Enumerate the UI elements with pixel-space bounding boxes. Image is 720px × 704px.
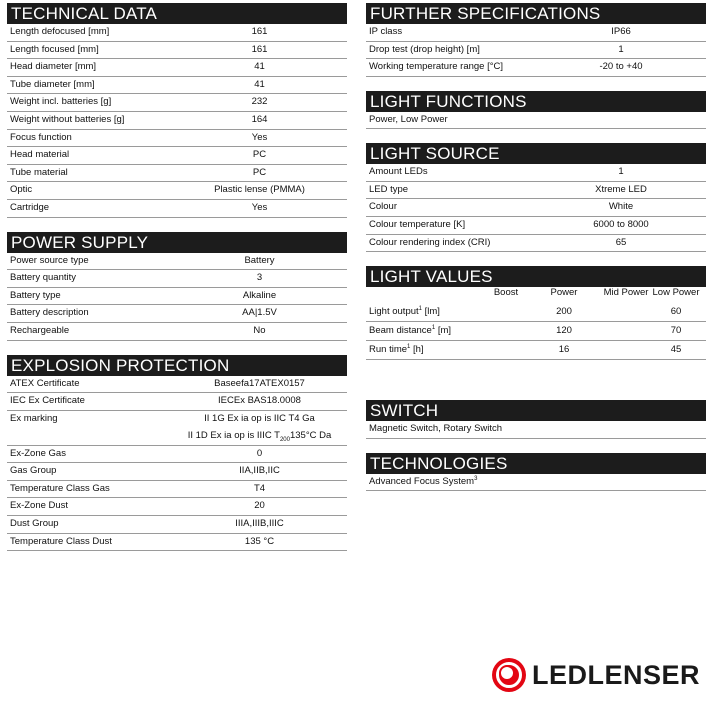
unit-text: [m]	[435, 325, 452, 337]
light-value-label	[369, 322, 451, 340]
spec-label: Working temperature range [°C]	[369, 61, 504, 73]
light-source-header: LIGHT SOURCE	[366, 143, 706, 164]
spec-row	[366, 182, 706, 200]
light-values-row	[366, 303, 706, 322]
spec-row	[366, 235, 706, 253]
ex-marking-line2-post: 135°C Da	[289, 429, 332, 441]
spec-row	[7, 182, 347, 200]
explosion-protection-header: EXPLOSION PROTECTION	[7, 355, 347, 376]
switch-header: SWITCH	[366, 400, 706, 421]
spec-label: Ex-Zone Gas	[10, 447, 66, 459]
switch-section	[366, 400, 706, 439]
label-text: Beam distance	[369, 325, 432, 337]
spec-row	[7, 516, 347, 534]
spec-label: Optic	[10, 184, 33, 196]
light-source-section	[366, 143, 706, 252]
spec-value: 164	[251, 113, 268, 125]
spec-row	[7, 534, 347, 552]
unit-text: [lm]	[422, 306, 440, 318]
spec-row	[7, 288, 347, 306]
spec-value: PC	[252, 166, 267, 178]
spec-row	[366, 24, 706, 42]
spec-value: No	[253, 324, 266, 336]
spec-value: Alkaline	[242, 289, 277, 301]
label-text: Run time	[369, 344, 408, 356]
spec-row	[7, 481, 347, 499]
spec-row	[7, 130, 347, 148]
left-column	[7, 3, 347, 565]
light-values-row	[366, 322, 706, 341]
column-low-power: Low Power	[652, 287, 700, 299]
spec-row	[7, 323, 347, 341]
light-values-column-headers	[366, 287, 706, 303]
spec-value: IECEx BAS18.0008	[218, 395, 301, 407]
footnote-mark: 1	[418, 306, 422, 313]
power-supply-section	[7, 232, 347, 341]
light-functions-header: LIGHT FUNCTIONS	[366, 91, 706, 112]
spec-row	[7, 253, 347, 271]
spec-value: Yes	[251, 131, 268, 143]
spec-label: Head material	[10, 149, 70, 161]
spec-value: Plastic lense (PMMA)	[214, 184, 305, 196]
spec-value: AA|1.5V	[242, 307, 277, 319]
spec-value: 161	[251, 26, 268, 37]
spec-value: IP66	[611, 26, 631, 37]
spec-label: Cartridge	[10, 201, 50, 213]
spec-label: IP class	[369, 26, 403, 37]
spec-value: Baseefa17ATEX0157	[214, 377, 305, 389]
spec-label: Colour	[369, 201, 397, 213]
further-specifications-section	[366, 3, 706, 77]
footnote-mark: 1	[407, 344, 411, 351]
spec-label: Length focused [mm]	[10, 43, 99, 55]
spec-label: Temperature Class Gas	[10, 482, 110, 494]
spec-label: IEC Ex Certificate	[10, 395, 85, 407]
light-values-section	[366, 266, 706, 360]
light-values-header: LIGHT VALUES	[366, 266, 706, 287]
spec-label: Head diameter [mm]	[10, 61, 97, 73]
spec-row	[366, 164, 706, 182]
spec-value: PC	[252, 149, 267, 161]
label-text: Light output	[369, 306, 419, 318]
spec-label: Battery type	[10, 289, 61, 301]
light-functions-section	[366, 91, 706, 130]
spec-value: White	[608, 201, 634, 213]
spec-value: IIA,IIB,IIC	[239, 465, 280, 477]
spec-row	[7, 200, 347, 218]
light-value-label	[369, 341, 424, 359]
spec-value: 0	[256, 447, 263, 459]
spec-label: Dust Group	[10, 518, 59, 530]
technical-data-header: TECHNICAL DATA	[7, 3, 347, 24]
spec-label: Rechargeable	[10, 324, 70, 336]
spec-row	[7, 305, 347, 323]
technologies-section	[366, 453, 706, 492]
spec-value: Yes	[251, 201, 268, 213]
spec-value: IIIA,IIIB,IIIC	[235, 518, 284, 530]
spec-row	[7, 393, 347, 411]
spec-row	[7, 147, 347, 165]
spec-label: Focus function	[10, 131, 72, 143]
spec-value: 232	[251, 96, 268, 108]
spec-label: ATEX Certificate	[10, 377, 80, 389]
unit-text: [h]	[410, 344, 424, 356]
spec-value: 1	[618, 43, 624, 55]
spec-row	[366, 199, 706, 217]
ex-marking-row	[7, 411, 347, 446]
spec-row	[7, 42, 347, 60]
spec-value: Xtreme LED	[595, 183, 647, 195]
light-functions-text: Power, Low Power	[366, 112, 706, 130]
spec-row	[366, 59, 706, 77]
column-boost: Boost	[493, 287, 519, 299]
spec-row	[7, 376, 347, 394]
spec-row	[7, 270, 347, 288]
spec-value: 135 °C	[244, 535, 275, 547]
column-mid-power: Mid Power	[603, 287, 649, 299]
spec-label: Battery description	[10, 307, 89, 319]
value-low-power: 45	[670, 344, 682, 356]
spec-label: Temperature Class Dust	[10, 535, 112, 547]
spec-row	[7, 463, 347, 481]
spec-label: Ex-Zone Dust	[10, 500, 69, 512]
spec-value: 6000 to 8000	[593, 219, 649, 231]
spec-row	[7, 24, 347, 42]
switch-text: Magnetic Switch, Rotary Switch	[366, 421, 706, 439]
spec-label: Length defocused [mm]	[10, 26, 110, 37]
spec-label: LED type	[369, 183, 409, 195]
value-power: 120	[556, 325, 572, 337]
spec-value: 65	[615, 236, 627, 248]
ledlenser-wordmark: LEDLENSER	[532, 659, 701, 690]
spec-label: Battery quantity	[10, 272, 77, 284]
ex-marking-line2	[147, 428, 372, 445]
spec-row	[366, 42, 706, 60]
spec-label: Colour rendering index (CRI)	[369, 236, 491, 248]
column-power: Power	[550, 287, 578, 299]
right-column	[366, 3, 706, 505]
ledlenser-logo-icon	[492, 658, 526, 692]
light-value-label	[369, 303, 440, 321]
spec-label: Gas Group	[10, 465, 57, 477]
spec-value: T4	[253, 482, 266, 494]
spec-value: 41	[254, 78, 265, 90]
ex-marking-line2-sub: 200	[279, 436, 290, 443]
spec-value: 1	[618, 166, 624, 178]
power-supply-header: POWER SUPPLY	[7, 232, 347, 253]
spec-label: Amount LEDs	[369, 166, 428, 178]
spec-row	[7, 94, 347, 112]
value-power: 16	[558, 344, 570, 356]
ex-marking-line2-pre: II 1D Ex ia op is IIIC T	[187, 429, 280, 441]
spec-row	[7, 59, 347, 77]
spec-row	[7, 112, 347, 130]
spec-value: 3	[256, 272, 263, 284]
spec-label: Weight without batteries [g]	[10, 113, 125, 125]
spec-value: 20	[254, 500, 265, 512]
spec-label: Weight incl. batteries [g]	[10, 96, 112, 108]
footnote-mark: 1	[431, 325, 436, 332]
spec-label: Colour temperature [K]	[369, 219, 466, 231]
spec-row	[7, 165, 347, 183]
technical-data-section	[7, 3, 347, 218]
footnote-mark: 3	[474, 475, 478, 482]
technologies-text-row	[366, 474, 706, 492]
ex-marking-line1: II 1G Ex ia op is IIC T4 Ga	[204, 412, 315, 424]
spec-value: Battery	[244, 254, 275, 266]
ledlenser-logo	[492, 657, 700, 693]
spec-row	[7, 77, 347, 95]
spec-value: 41	[254, 61, 265, 73]
spec-label: Tube diameter [mm]	[10, 78, 95, 90]
spec-label: Ex marking	[10, 412, 58, 424]
spec-label: Power source type	[10, 254, 89, 266]
value-low-power: 70	[670, 325, 682, 337]
spec-row	[7, 498, 347, 516]
further-specifications-header: FURTHER SPECIFICATIONS	[366, 3, 706, 24]
technical-data-rows	[7, 24, 347, 218]
spec-row	[366, 217, 706, 235]
explosion-protection-section	[7, 355, 347, 552]
spec-value: 161	[251, 43, 268, 55]
technologies-header: TECHNOLOGIES	[366, 453, 706, 474]
value-low-power: 60	[670, 306, 682, 318]
spec-label: Drop test (drop height) [m]	[369, 43, 480, 55]
technologies-text: Advanced Focus System	[369, 475, 475, 487]
spec-value: -20 to +40	[599, 61, 643, 73]
light-values-row	[366, 341, 706, 360]
spec-label: Tube material	[10, 166, 68, 178]
spec-row	[7, 446, 347, 464]
value-power: 200	[556, 306, 572, 318]
